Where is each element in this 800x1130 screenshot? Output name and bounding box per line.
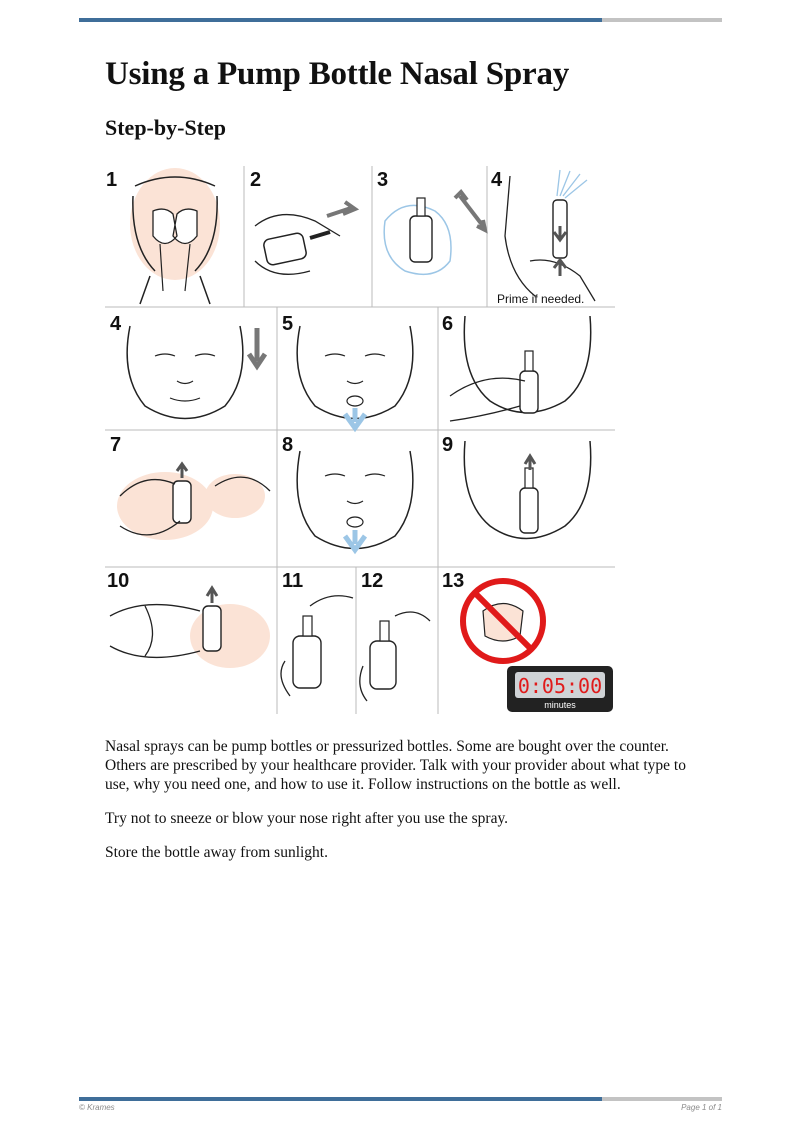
step-5-panel [297,326,413,428]
step-12-panel [360,612,430,701]
step-1-panel [130,168,220,304]
header-rule-accent [79,18,602,22]
step-number: 3 [377,169,389,191]
footer-rule-accent [79,1097,602,1101]
prime-caption: Prime if needed. [497,292,585,306]
step-number: 13 [442,570,465,592]
step-11-panel [281,596,353,696]
footer-rule-gray [602,1097,722,1101]
step-9-panel [464,441,590,539]
step-number: 1 [106,169,118,191]
step-4-tilt-panel [127,326,265,419]
header-rule-gray [602,18,722,22]
page-title: Using a Pump Bottle Nasal Spray [105,56,570,92]
section-heading: Step-by-Step [105,115,227,140]
step-4-prime-panel [497,170,595,306]
step-2-panel [255,202,355,274]
footer-rule [79,1097,722,1101]
paragraph: Nasal sprays can be pump bottles or pressurized bottles. Some are bought over the counter. Others are prescribed by your healthcare provider. Talk with your provider about what type to use, why you need one, and how to use it. Follow instructions on the bottle as well. [105,738,686,793]
step-8-panel [297,451,413,550]
timer-display: 0:05:00 [517,674,603,698]
step-number: 12 [361,570,384,592]
footer-copyright: © Krames [79,1103,115,1112]
step-number: 7 [110,434,122,456]
header-rule [79,18,722,22]
step-6-panel [450,316,591,421]
paragraph: Store the bottle away from sunlight. [105,844,328,861]
footer-page-number: Page 1 of 1 [681,1103,722,1112]
step-7-panel [117,464,270,540]
step-13-panel [463,581,613,712]
step-10-panel [110,588,270,668]
step-number: 4 [491,169,503,191]
body-text [105,737,705,877]
step-number: 4 [110,313,122,335]
step-number: 5 [282,313,294,335]
step-number: 9 [442,434,454,456]
step-3-panel [384,192,485,274]
step-number: 8 [282,434,294,456]
nasal-spray-steps-illustration [105,166,617,716]
step-number: 11 [282,570,304,592]
paragraph: Try not to sneeze or blow your nose right after you use the spray. [105,810,509,827]
step-number: 6 [442,313,454,335]
timer-unit: minutes [544,700,576,710]
step-number: 10 [107,570,130,592]
step-number: 2 [250,169,262,191]
